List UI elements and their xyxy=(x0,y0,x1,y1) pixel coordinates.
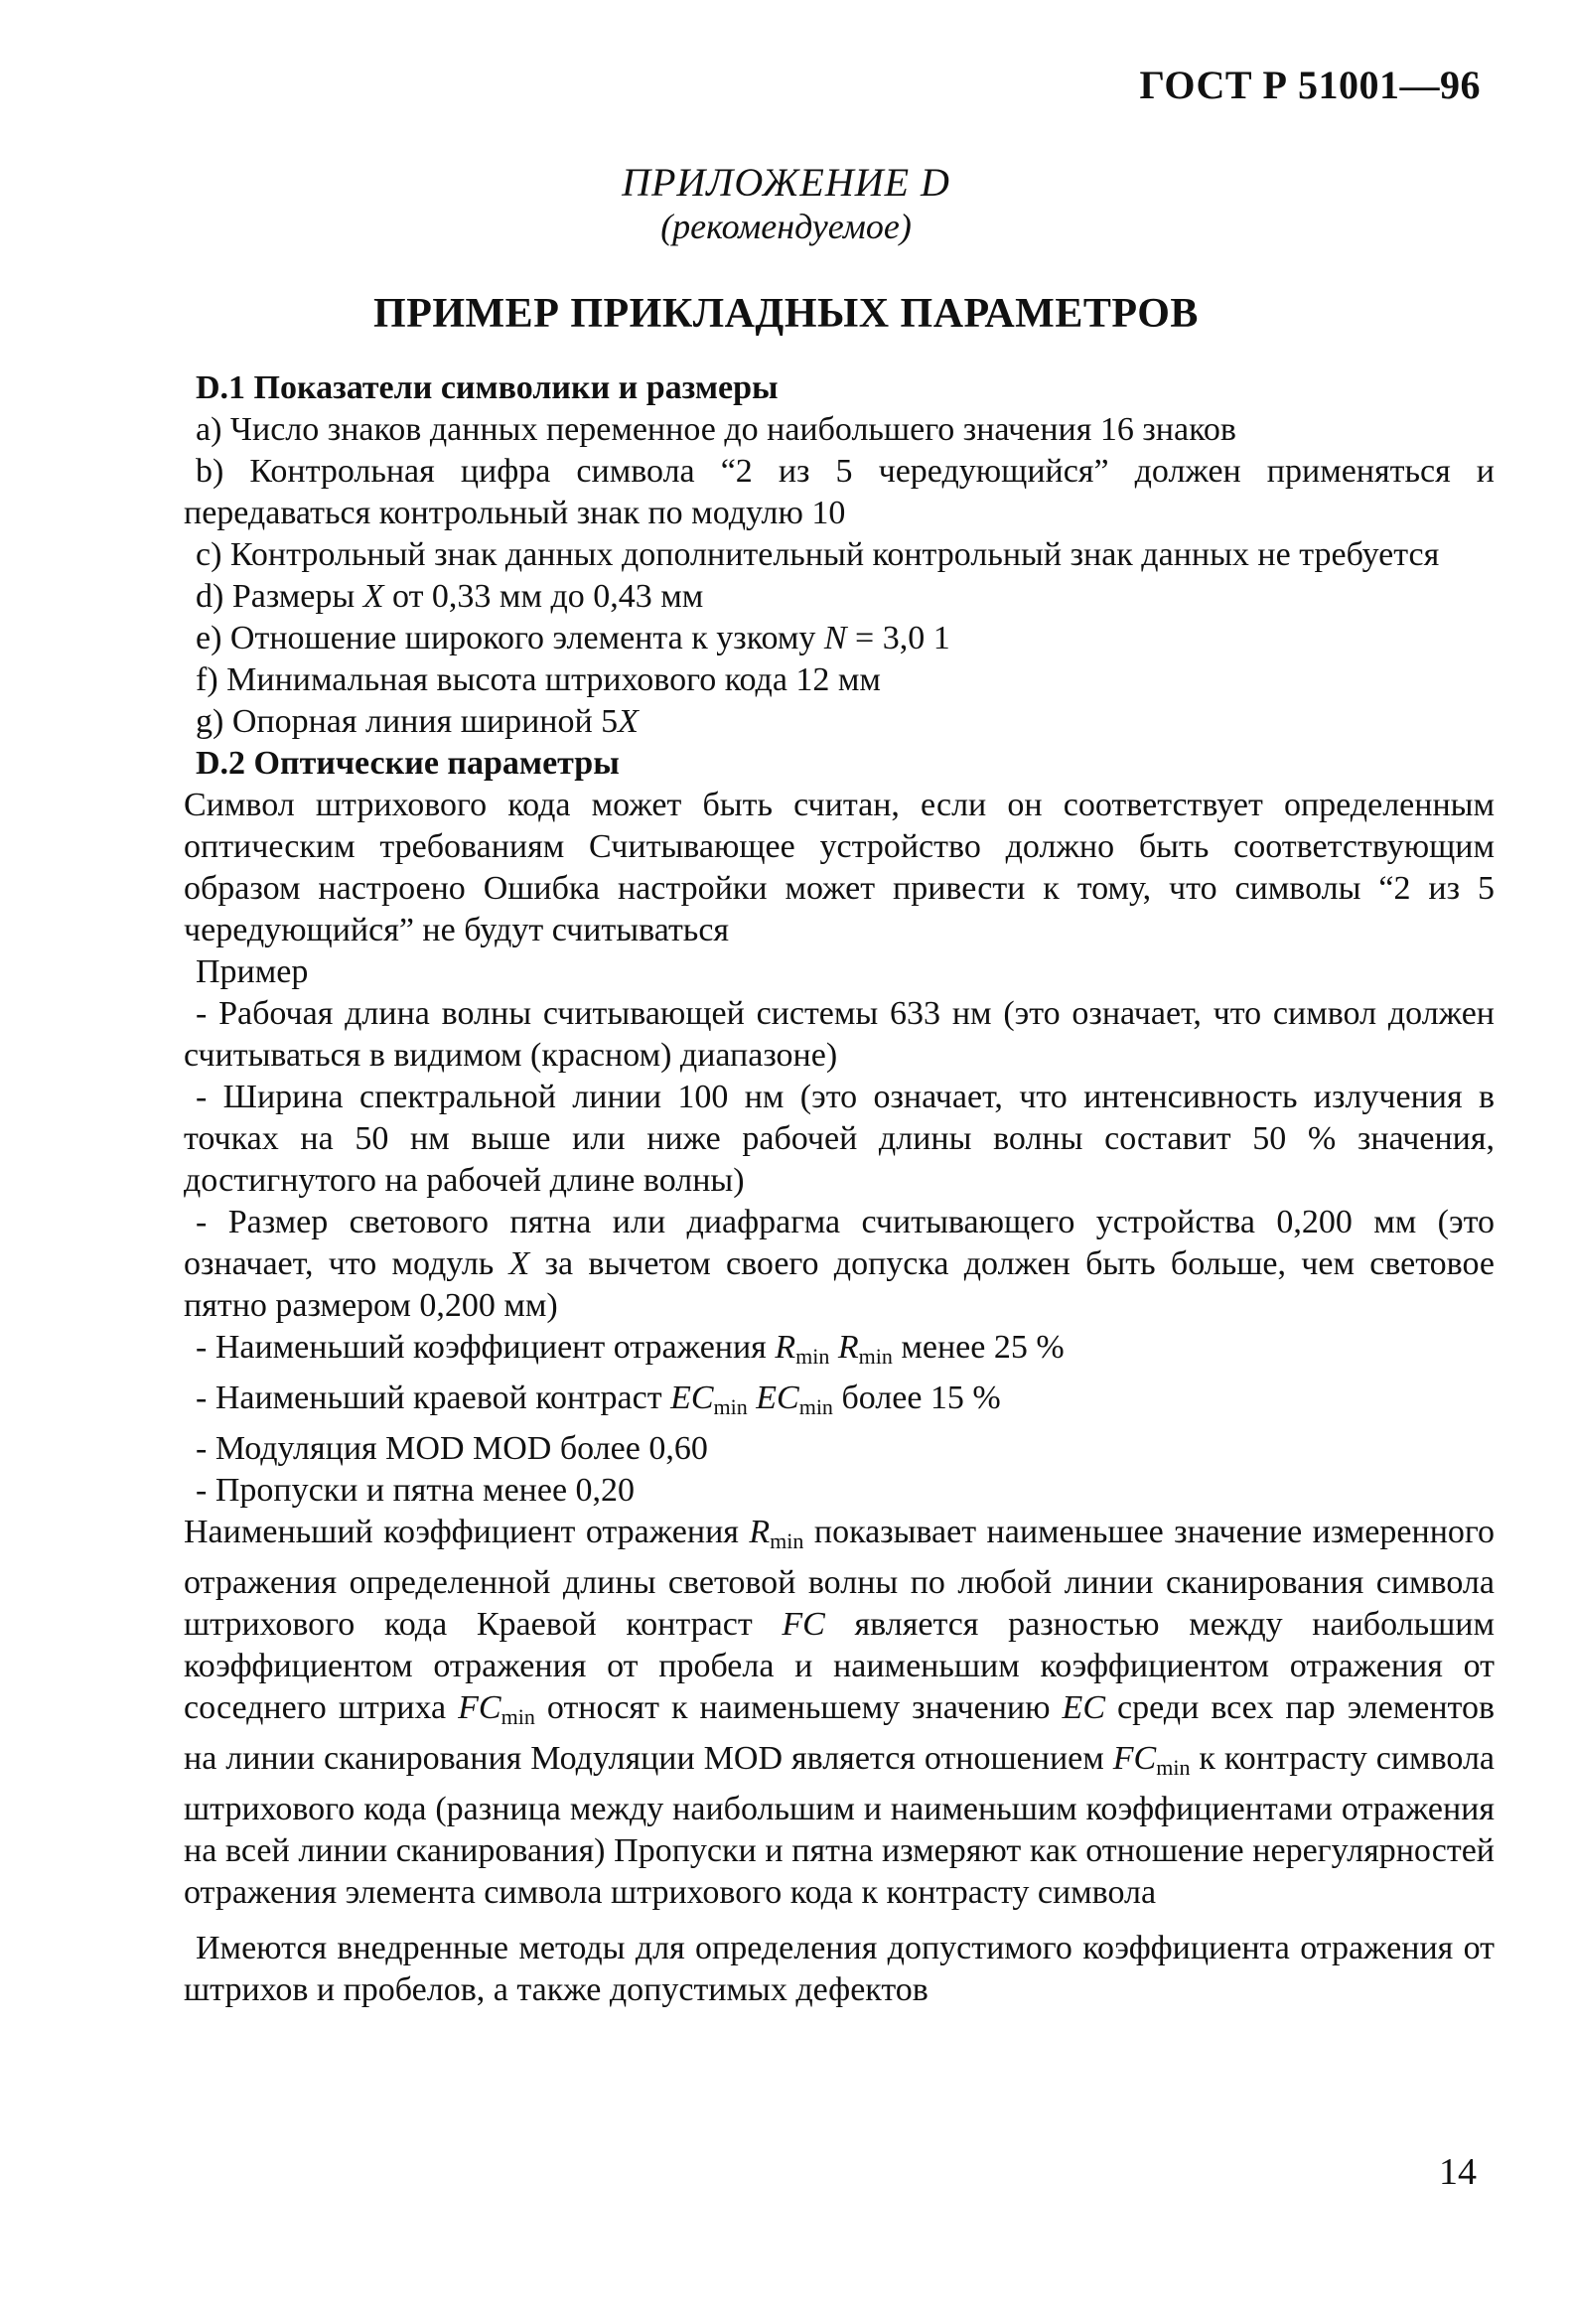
item-d: d) Размеры X от 0,33 мм до 0,43 мм xyxy=(196,578,704,615)
section2-intro: Символ штрихового кода может быть считан, если он соответствует определенным оптическим требованиям Считывающее устройство должно быть соответствующим образом настроено Ошибка настройки может привести к тому, что символы “2 из 5 чередующийся” не будут считываться xyxy=(184,787,1495,948)
document-body xyxy=(184,367,1495,2011)
appendix-title: ПРИЛОЖЕНИЕ D xyxy=(622,160,950,205)
methods-paragraph: Имеются внедренные методы для определения допустимого коэффициента отражения от штрихов и пробелов, а также допустимых дефектов xyxy=(184,1930,1495,2008)
section1-heading: D.1 Показатели символики и размеры xyxy=(196,369,779,406)
item-b: b) Контрольная цифра символа “2 из 5 чередующийся” должен применяться и передаваться контрольный знак по модулю 10 xyxy=(184,453,1495,531)
item-a: a) Число знаков данных переменное до наибольшего значения 16 знаков xyxy=(196,411,1236,448)
page-number: 14 xyxy=(1439,2151,1477,2193)
example-defects: - Пропуски и пятна менее 0,20 xyxy=(196,1472,636,1509)
main-title: ПРИМЕР ПРИКЛАДНЫХ ПАРАМЕТРОВ xyxy=(373,291,1199,337)
explanation-paragraph: Наименьший коэффициент отражения $R_{min}$ показывает наименьшее значение измеренного отражения определенной длины световой волны по любой линии сканирования символа штрихового кода Краевой контраст FC является разностью между наибольшим коэффициентом отражения от пробела и наименьшим коэффициентом отражения от соседнего штриха $FC_{min}$ относят к наименьшему значению EC среди всех пар элементов на линии сканирования Модуляции MOD является отношением $FC_{min}$ к контрасту символа штрихового кода (разница между наибольшим и наименьшим коэффициентами отражения на всей линии сканирования) Пропуски и пятна измеряют как отношение нерегулярностей отражения элемента символа штрихового кода к контрасту символа xyxy=(184,1514,1495,1911)
example-spot-size: - Размер светового пятна или диафрагма считывающего устройства 0,200 мм (это означает, что модуль X за вычетом своего допуска должен быть больше, чем световое пятно размером 0,200 мм) xyxy=(184,1204,1495,1324)
example-spectral-width: - Ширина спектральной линии 100 нм (это означает, что интенсивность излучения в точках на 50 нм выше или ниже рабочей длины волны составит 50 % значения, достигнутого на рабочей длине волны) xyxy=(184,1079,1495,1199)
item-g: g) Опорная линия шириной 5X xyxy=(196,703,639,740)
example-modulation: - Модуляция MOD MOD более 0,60 xyxy=(196,1430,708,1467)
example-reflectance: - Наименьший коэффициент отражения $R_{min}$ $R_{min}$ менее 25 % xyxy=(196,1329,1065,1369)
item-e: e) Отношение широкого элемента к узкому N = 3,0 1 xyxy=(196,620,950,656)
item-c: c) Контрольный знак данных дополнительный контрольный знак данных не требуется xyxy=(196,536,1440,573)
section2-heading: D.2 Оптические параметры xyxy=(196,745,620,782)
item-f: f) Минимальная высота штрихового кода 12 мм xyxy=(196,661,881,698)
document-header: ГОСТ Р 51001—96 xyxy=(1139,63,1481,107)
appendix-subtitle: (рекомендуемое) xyxy=(660,207,912,246)
example-label: Пример xyxy=(196,953,309,990)
example-edge-contrast: - Наименьший краевой контраст $EC_{min}$ $EC_{min}$ более 15 % xyxy=(196,1380,1001,1419)
example-wavelength: - Рабочая длина волны считывающей системы 633 нм (это означает, что символ должен считываться в видимом (красном) диапазоне) xyxy=(184,995,1495,1074)
